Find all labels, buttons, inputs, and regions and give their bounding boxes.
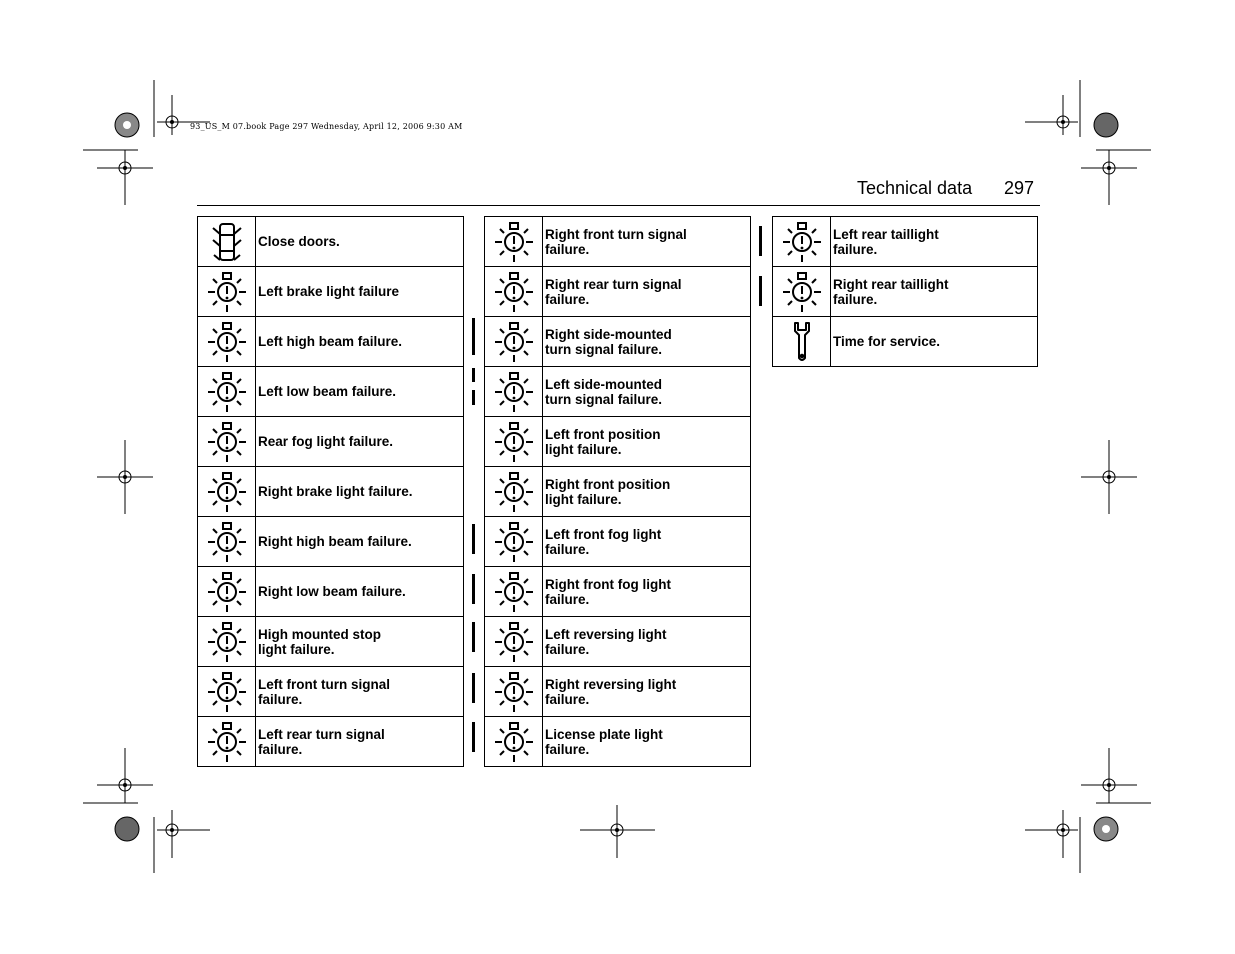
table-row [485,667,750,717]
message-text: Left side-mounted turn signal failure. [545,376,663,407]
lamp-warning-icon [485,367,543,416]
table-row [198,417,463,467]
table-row [198,667,463,717]
message-text: License plate light failure. [545,726,663,757]
lamp-warning-icon [198,717,256,766]
change-bar [472,722,475,752]
lamp-warning-icon [485,567,543,616]
table-row [485,517,750,567]
message-text: Left front turn signal failure. [258,676,390,707]
table-row [485,717,750,766]
lamp-warning-icon [485,417,543,466]
lamp-warning-icon [485,267,543,316]
table-row [773,317,1037,366]
lamp-warning-icon [773,217,831,266]
change-bar [472,673,475,703]
table-row [198,517,463,567]
message-text: Left rear turn signal failure. [258,726,385,757]
car-doors-icon [198,217,256,266]
table-row [485,367,750,417]
lamp-warning-icon [198,267,256,316]
change-bar [472,368,475,382]
lamp-warning-icon [198,417,256,466]
message-text: Rear fog light failure. [258,434,394,449]
lamp-warning-icon [198,567,256,616]
table-row [773,217,1037,267]
lamp-warning-icon [198,317,256,366]
change-bar [472,390,475,405]
message-text: Time for service. [833,334,941,349]
message-text: Left reversing light failure. [545,626,667,657]
page-number: 297 [1004,178,1035,198]
table-row [198,217,463,267]
table-row [198,717,463,766]
table-row [485,417,750,467]
message-text: Right front turn signal failure. [545,226,687,257]
lamp-warning-icon [485,617,543,666]
lamp-warning-icon [485,317,543,366]
lamp-warning-icon [773,267,831,316]
table-row [198,317,463,367]
message-text: Left high beam failure. [258,334,403,349]
message-text: Left front position light failure. [545,426,661,457]
message-text: Right rear turn signal failure. [545,276,682,307]
message-text: Right high beam failure. [258,534,412,549]
message-text: Right front fog light failure. [545,576,671,607]
message-text: Right rear taillight failure. [833,276,949,307]
table-column-3 [772,216,1038,367]
lamp-warning-icon [198,517,256,566]
lamp-warning-icon [198,617,256,666]
change-bar [759,276,762,306]
table-row [773,267,1037,317]
lamp-warning-icon [485,217,543,266]
lamp-warning-icon [485,467,543,516]
message-text: High mounted stop light failure. [258,626,381,657]
message-text: Right front position light failure. [545,476,671,507]
wrench-icon [773,317,831,366]
change-bar [472,318,475,355]
change-bar [759,226,762,256]
lamp-warning-icon [198,367,256,416]
table-column-2 [484,216,751,767]
table-row [198,567,463,617]
message-text: Close doors. [258,234,340,249]
change-bar [472,574,475,604]
table-row [485,567,750,617]
lamp-warning-icon [485,667,543,716]
lamp-warning-icon [485,717,543,766]
change-bar [472,622,475,652]
lamp-warning-icon [485,517,543,566]
message-text: Left brake light failure [258,284,400,299]
table-row [485,267,750,317]
message-text: Right low beam failure. [258,584,406,599]
table-row [485,617,750,667]
message-text: Right brake light failure. [258,484,413,499]
table-row [198,467,463,517]
table-column-1 [197,216,464,767]
table-row [198,267,463,317]
lamp-warning-icon [198,467,256,516]
message-text: Right reversing light failure. [545,676,677,707]
section-title: Technical data [857,178,973,198]
message-text: Left rear taillight failure. [833,226,939,257]
lamp-warning-icon [198,667,256,716]
message-text: Right side-mounted turn signal failure. [545,326,672,357]
change-bar [472,524,475,554]
message-text: Left front fog light failure. [545,526,662,557]
table-row [198,617,463,667]
table-row [198,367,463,417]
table-row [485,217,750,267]
table-row [485,467,750,517]
message-text: Left low beam failure. [258,384,397,399]
print-slug: 93_US_M 07.book Page 297 Wednesday, April 12, 2006 9:30 AM [190,122,463,131]
table-row [485,317,750,367]
